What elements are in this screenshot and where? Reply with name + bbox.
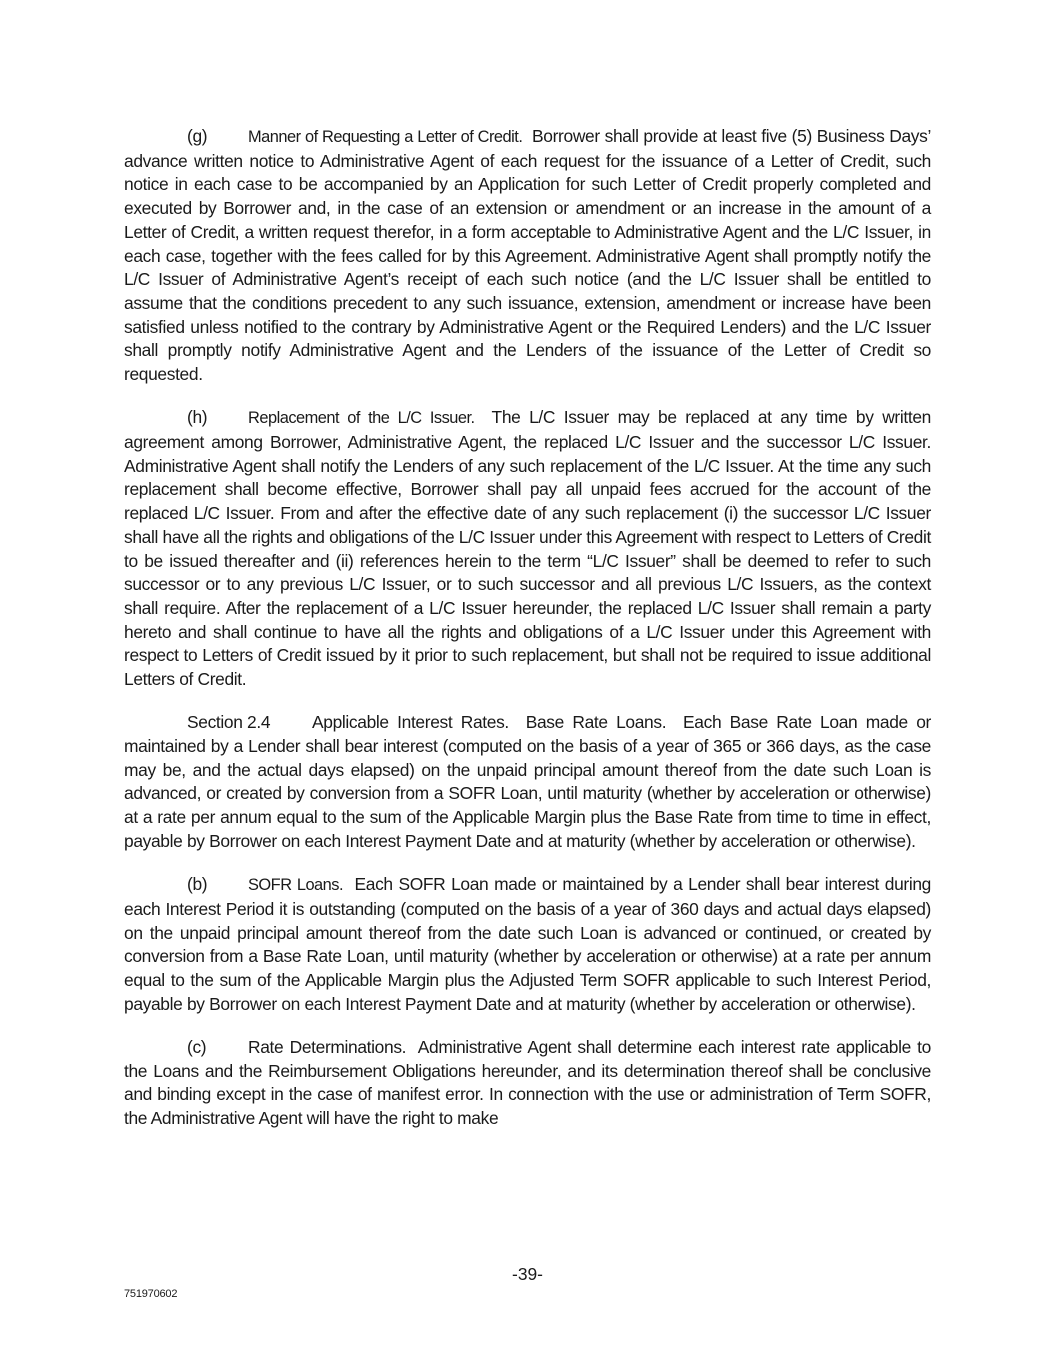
- document-id: 751970602: [124, 1288, 178, 1300]
- paragraph-label: (b): [187, 874, 208, 895]
- paragraph-text: Administrative Agent shall determine each interest rate applicable to the Loans and the Reimbursement Obligations hereunder, and its determination thereof shall be conclusive and binding except in the case of manifest error. In connection with the use or administration of Term SOFR, the Administrative Agent will have the right to make: [124, 1036, 931, 1129]
- paragraph-caption: SOFR Loans.: [248, 876, 344, 895]
- paragraph-label: (g): [187, 126, 208, 146]
- paragraph-text: Each SOFR Loan made or maintained by a Lender shall bear interest during each Interest Period it is outstanding (computed on the basis of a year of 360 days and actual days elapsed) on the unpaid principal amount thereof from the date such Loan is advanced or continued, or created by conversion from a Base Rate Loan, until maturity (whether by acceleration or otherwise) at a rate per annum equal to the sum of the Applicable Margin plus the Adjusted Term SOFR applicable to such Interest Period, payable by Borrower on each Interest Payment Date and at maturity (whether by acceleration or otherwise).: [124, 874, 932, 1014]
- section-subcaption: Base Rate Loans.: [525, 712, 667, 733]
- paragraph-h: [124, 406, 931, 691]
- paragraph-c: [124, 1036, 931, 1131]
- section-label: Section 2.4: [187, 712, 271, 733]
- paragraph-text: Each Base Rate Loan made or maintained by a Lender shall bear interest (computed on the basis of a year of 365 or 366 days, as the case may be, and the actual days elapsed) on the unpaid principal amount thereof from the date such Loan is advanced, or created by conversion from a SOFR Loan, until maturity (whether by acceleration or otherwise) at a rate per annum equal to the sum of the Applicable Margin plus the Base Rate from time to time in effect, payable by Borrower on each Interest Payment Date and at maturity (whether by acceleration or otherwise).: [124, 712, 932, 851]
- paragraph-text: The L/C Issuer may be replaced at any time by written agreement among Borrower, Administrative Agent, the replaced L/C Issuer and the successor L/C Issuer. Administrative Agent shall notify the Lenders of any such replacement of the L/C Issuer. At the time any such replacement shall become effective, Borrower shall pay all unpaid fees accrued for the account of the replaced L/C Issuer. From and after the effective date of any such replacement (i) the successor L/C Issuer shall have all the rights and obligations of the L/C Issuer under this Agreement with respect to Letters of Credit to be issued thereafter and (ii) references herein to the term “L/C Issuer” shall be deemed to refer to such successor or to any previous L/C Issuer, or to such successor and all previous L/C Issuers, as the context shall require. After the replacement of a L/C Issuer hereunder, the replaced L/C Issuer shall remain a party hereto and shall continue to have all the rights and obligations of a L/C Issuer under this Agreement with respect to Letters of Credit issued by it prior to such replacement, but shall not be required to issue additional Letters of Credit.: [124, 407, 931, 690]
- paragraph-caption: Rate Determinations.: [248, 1036, 407, 1057]
- paragraph-caption: Replacement of the L/C Issuer.: [248, 409, 475, 428]
- paragraph-b: [124, 873, 931, 1016]
- document-body: [124, 125, 931, 1150]
- section-2-4-paragraph: [124, 711, 931, 853]
- paragraph-label: (c): [187, 1036, 207, 1057]
- paragraph-text: Borrower shall provide at least five (5) Business Days’ advance written notice to Administrative Agent of each request for the issuance of a Letter of Credit, such notice in each case to be accompanied by an Application for such Letter of Credit properly completed and executed by Borrower and, in the case of an extension or amendment or an increase in the amount of a Letter of Credit, a written request therefor, in a form acceptable to Administrative Agent and the L/C Issuer, in each case, together with the fees called for by this Agreement. Administrative Agent shall promptly notify the L/C Issuer of Administrative Agent’s receipt of each such notice (and the L/C Issuer shall be entitled to assume that the conditions precedent to any such issuance, extension, amendment or increase have been satisfied unless notified to the contrary by Administrative Agent or the Required Lenders) and the L/C Issuer shall promptly notify Administrative Agent and the Lenders of the issuance of the Letter of Credit so requested.: [124, 126, 932, 385]
- page-number: -39-: [512, 1264, 543, 1284]
- section-caption: Applicable Interest Rates.: [312, 712, 509, 733]
- paragraph-caption: Manner of Requesting a Letter of Credit.: [248, 128, 523, 146]
- paragraph-label: (h): [187, 407, 208, 428]
- paragraph-g: [124, 125, 931, 387]
